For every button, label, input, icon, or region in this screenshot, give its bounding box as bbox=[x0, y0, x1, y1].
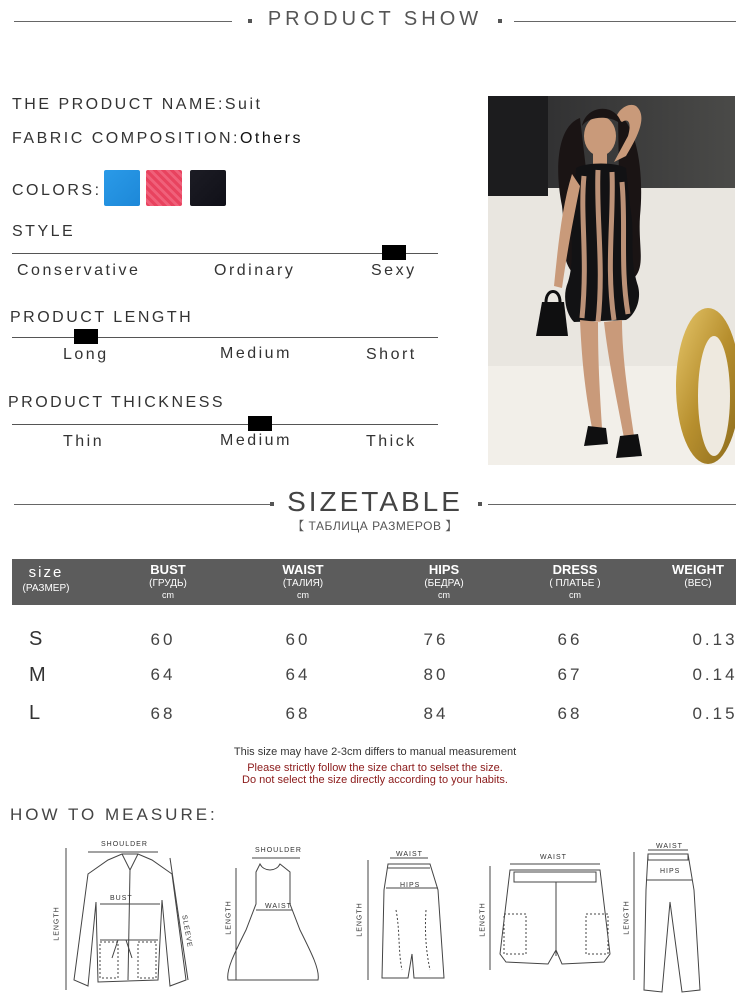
cell-weight: 0.15 bbox=[692, 704, 738, 723]
col-dress-ru: ( ПЛАТЬЕ ) bbox=[549, 578, 601, 589]
size-warning-2: Do not select the size directly according to your habits. bbox=[242, 774, 508, 786]
cell-dress: 67 bbox=[557, 665, 583, 684]
style-label: STYLE bbox=[12, 223, 76, 240]
length-option-medium: Medium bbox=[220, 345, 292, 362]
col-size-label: size bbox=[28, 564, 64, 581]
cell-bust: 68 bbox=[150, 704, 176, 723]
col-waist-unit: cm bbox=[297, 590, 309, 600]
col-dress-label: DRESS bbox=[552, 562, 598, 577]
col-weight bbox=[655, 559, 741, 590]
col-bust-label: BUST bbox=[150, 562, 186, 577]
thickness-option-thick: Thick bbox=[366, 433, 417, 450]
jacket-diagram bbox=[66, 848, 188, 990]
shorts-length-label: LENGTH bbox=[479, 902, 487, 937]
pants-waist-label: WAIST bbox=[656, 843, 683, 850]
col-weight-label: WEIGHT bbox=[672, 562, 724, 577]
size-note: This size may have 2-3cm differs to manual measurement bbox=[233, 746, 517, 758]
col-weight-ru: (ВЕС) bbox=[684, 578, 712, 589]
style-option-ordinary: Ordinary bbox=[214, 262, 296, 279]
cell-waist: 60 bbox=[285, 630, 311, 649]
col-waist bbox=[248, 559, 358, 600]
cell-hips: 84 bbox=[423, 704, 449, 723]
pants-length-label: LENGTH bbox=[623, 900, 631, 935]
dress-shoulder-label: SHOULDER bbox=[255, 847, 302, 854]
col-hips-label: HIPS bbox=[428, 562, 460, 577]
thickness-marker bbox=[248, 416, 272, 431]
size-table-header bbox=[12, 559, 736, 605]
how-to-measure-title: HOW TO MEASURE: bbox=[10, 805, 218, 824]
sizetable-title: SIZETABLE bbox=[287, 486, 463, 517]
col-size bbox=[16, 559, 76, 595]
cell-hips: 80 bbox=[423, 665, 449, 684]
color-swatch-black[interactable] bbox=[190, 170, 226, 206]
dress-waist-label: WAIST bbox=[265, 903, 292, 910]
skirt-hips-label: HIPS bbox=[400, 882, 421, 889]
cell-dress: 68 bbox=[557, 704, 583, 723]
style-option-sexy: Sexy bbox=[371, 262, 417, 279]
col-bust bbox=[113, 559, 223, 600]
pants-hips-label: HIPS bbox=[660, 868, 681, 875]
color-swatch-pink[interactable] bbox=[146, 170, 182, 206]
sizetable-subtitle: 【 ТАБЛИЦА РАЗМЕРОВ 】 bbox=[292, 519, 458, 533]
cell-weight: 0.14 bbox=[692, 665, 738, 684]
cell-hips: 76 bbox=[423, 630, 449, 649]
length-option-long: Long bbox=[63, 346, 109, 363]
dress-length-label: LENGTH bbox=[225, 900, 233, 935]
header-rule-right bbox=[514, 21, 736, 22]
col-bust-unit: cm bbox=[162, 590, 174, 600]
col-dress-unit: cm bbox=[569, 590, 581, 600]
product-photo bbox=[488, 96, 735, 465]
col-hips bbox=[389, 559, 499, 600]
cell-weight: 0.13 bbox=[692, 630, 738, 649]
cell-waist: 64 bbox=[285, 665, 311, 684]
shorts-waist-label: WAIST bbox=[540, 854, 567, 861]
col-bust-ru: (ГРУДЬ) bbox=[149, 578, 187, 589]
shorts-diagram bbox=[490, 864, 610, 970]
skirt-diagram bbox=[368, 858, 444, 980]
thickness-option-medium: Medium bbox=[220, 432, 292, 449]
col-size-ru: (РАЗМЕР) bbox=[22, 583, 70, 594]
col-waist-ru: (ТАЛИЯ) bbox=[282, 578, 324, 589]
thickness-option-thin: Thin bbox=[63, 433, 105, 450]
col-dress bbox=[520, 559, 630, 600]
sizetable-dot-right bbox=[478, 502, 482, 506]
row-size-l: L bbox=[29, 702, 41, 724]
fabric-composition bbox=[12, 130, 303, 148]
length-option-short: Short bbox=[366, 346, 417, 363]
dress-diagram bbox=[225, 858, 319, 980]
col-waist-label: WAIST bbox=[282, 562, 324, 577]
thickness-scale-line bbox=[12, 424, 438, 425]
length-marker bbox=[74, 329, 98, 344]
jacket-length-label: LENGTH bbox=[53, 906, 61, 941]
sizetable-rule-right bbox=[488, 504, 736, 505]
size-warning-1: Please strictly follow the size chart to selset the size. bbox=[247, 762, 503, 774]
cell-waist: 68 bbox=[285, 704, 311, 723]
skirt-waist-label: WAIST bbox=[396, 851, 423, 858]
col-hips-unit: cm bbox=[438, 590, 450, 600]
measure-diagrams bbox=[0, 830, 750, 1000]
style-option-conservative: Conservative bbox=[17, 262, 141, 279]
cell-bust: 64 bbox=[150, 665, 176, 684]
jacket-shoulder-label: SHOULDER bbox=[101, 841, 148, 848]
style-scale-line bbox=[12, 253, 438, 254]
color-swatch-blue[interactable] bbox=[104, 170, 140, 206]
colors-label: COLORS: bbox=[12, 182, 102, 199]
fabric-value: Others bbox=[239, 130, 303, 147]
length-label: PRODUCT LENGTH bbox=[10, 309, 194, 326]
page-title: PRODUCT SHOW bbox=[267, 8, 483, 30]
style-marker bbox=[382, 245, 406, 260]
skirt-length-label: LENGTH bbox=[356, 902, 364, 937]
row-size-s: S bbox=[29, 628, 43, 650]
product-name: THE PRODUCT NAME:Suit bbox=[12, 96, 263, 113]
cell-bust: 60 bbox=[150, 630, 176, 649]
thickness-label: PRODUCT THICKNESS bbox=[8, 394, 226, 411]
jacket-bust-label: BUST bbox=[110, 895, 133, 902]
jacket-sleeve-label: SLEEVE bbox=[180, 914, 193, 949]
cell-dress: 66 bbox=[557, 630, 583, 649]
model-illustration bbox=[488, 96, 735, 465]
fabric-label: FABRIC COMPOSITION: bbox=[12, 130, 240, 147]
col-hips-ru: (БЕДРА) bbox=[424, 578, 464, 589]
header-dot-right bbox=[498, 19, 502, 23]
row-size-m: M bbox=[29, 664, 46, 686]
